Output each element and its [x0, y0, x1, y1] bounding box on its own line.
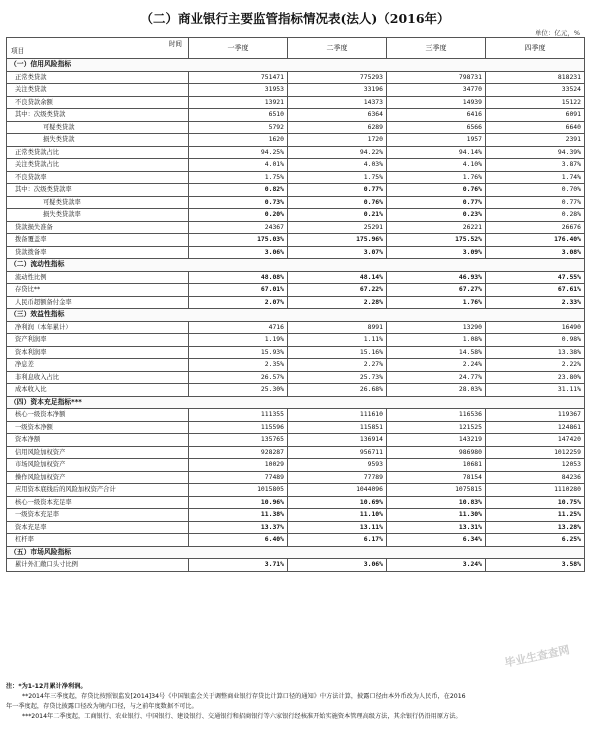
row-label: 核心一级资本净额: [7, 409, 189, 422]
table-row: [7, 96, 585, 109]
value-cell: 6.34%: [387, 534, 486, 547]
value-cell: 818231: [486, 71, 585, 84]
table-row: [7, 134, 585, 147]
table-row: [7, 521, 585, 534]
value-cell: 0.76%: [387, 184, 486, 197]
value-cell: 2.35%: [189, 359, 288, 372]
row-label: 不良贷款率: [7, 171, 189, 184]
value-cell: 25291: [288, 221, 387, 234]
value-cell: 111355: [189, 409, 288, 422]
table-row: [7, 446, 585, 459]
value-cell: 6640: [486, 121, 585, 134]
value-cell: 124861: [486, 421, 585, 434]
value-cell: 6.25%: [486, 534, 585, 547]
value-cell: 115851: [288, 421, 387, 434]
value-cell: 135765: [189, 434, 288, 447]
note-1: 注：*为1-12月累计净利润。: [6, 683, 87, 690]
row-label: 市场风险加权资产: [7, 459, 189, 472]
row-label: 核心一级资本充足率: [7, 496, 189, 509]
table-row: [7, 359, 585, 372]
value-cell: 115596: [189, 421, 288, 434]
value-cell: 67.61%: [486, 284, 585, 297]
value-cell: 6510: [189, 109, 288, 122]
value-cell: 2.07%: [189, 296, 288, 309]
value-cell: 10681: [387, 459, 486, 472]
row-label: 一级资本充足率: [7, 509, 189, 522]
table-row: [7, 184, 585, 197]
row-label: 其中：次级类贷款率: [7, 184, 189, 197]
value-cell: 15.93%: [189, 346, 288, 359]
value-cell: 111610: [288, 409, 387, 422]
table-row: [7, 121, 585, 134]
value-cell: 94.25%: [189, 146, 288, 159]
value-cell: 10029: [189, 459, 288, 472]
time-header: 时间: [168, 40, 182, 48]
row-label: 正常类贷款占比: [7, 146, 189, 159]
value-cell: 1.76%: [387, 296, 486, 309]
value-cell: 9593: [288, 459, 387, 472]
value-cell: 1620: [189, 134, 288, 147]
row-label: 关注类贷款占比: [7, 159, 189, 172]
table-row: [7, 534, 585, 547]
row-label: 信用风险加权资产: [7, 446, 189, 459]
value-cell: 0.20%: [189, 209, 288, 222]
value-cell: 24.77%: [387, 371, 486, 384]
value-cell: 1110280: [486, 484, 585, 497]
value-cell: 6.17%: [288, 534, 387, 547]
value-cell: 13290: [387, 321, 486, 334]
value-cell: 0.23%: [387, 209, 486, 222]
quarter-header: 一季度: [189, 38, 288, 59]
value-cell: 775293: [288, 71, 387, 84]
row-label: 损失类贷款: [7, 134, 189, 147]
table-row: [7, 421, 585, 434]
quarter-header: 二季度: [288, 38, 387, 59]
value-cell: 11.30%: [387, 509, 486, 522]
table-row: [7, 559, 585, 572]
row-label: 可疑类贷款: [7, 121, 189, 134]
row-label: 资本净额: [7, 434, 189, 447]
value-cell: 48.14%: [288, 271, 387, 284]
value-cell: 26.68%: [288, 384, 387, 397]
value-cell: 143219: [387, 434, 486, 447]
value-cell: 3.06%: [288, 559, 387, 572]
value-cell: 3.58%: [486, 559, 585, 572]
value-cell: 4716: [189, 321, 288, 334]
note-3: ***2014年二季度起，工商银行、农业银行、中国银行、建设银行、交通银行和招商银行等六家银行经核准开始实施资本管理高级方法，其余银行仍沿用原方法。: [22, 713, 462, 720]
value-cell: 2391: [486, 134, 585, 147]
value-cell: 0.82%: [189, 184, 288, 197]
table-row: [7, 484, 585, 497]
table-row: [7, 321, 585, 334]
value-cell: 26221: [387, 221, 486, 234]
value-cell: 176.40%: [486, 234, 585, 247]
value-cell: 2.24%: [387, 359, 486, 372]
value-cell: 2.22%: [486, 359, 585, 372]
row-label: 一级资本净额: [7, 421, 189, 434]
row-label: 杠杆率: [7, 534, 189, 547]
table-row: [7, 296, 585, 309]
table-row: [7, 384, 585, 397]
value-cell: 6091: [486, 109, 585, 122]
watermark: 毕业生查查网: [503, 643, 571, 670]
row-label: 流动性比例: [7, 271, 189, 284]
table-row: [7, 246, 585, 259]
table-row: [7, 209, 585, 222]
row-label: 不良贷款余额: [7, 96, 189, 109]
value-cell: 3.71%: [189, 559, 288, 572]
row-label: 成本收入比: [7, 384, 189, 397]
row-label: 操作风险加权资产: [7, 471, 189, 484]
value-cell: 10.96%: [189, 496, 288, 509]
item-header: 项目: [11, 47, 25, 55]
value-cell: 94.22%: [288, 146, 387, 159]
value-cell: 11.38%: [189, 509, 288, 522]
table-row: [7, 459, 585, 472]
value-cell: 798731: [387, 71, 486, 84]
row-label: 正常类贷款: [7, 71, 189, 84]
value-cell: 15122: [486, 96, 585, 109]
value-cell: 33524: [486, 84, 585, 97]
value-cell: 26.57%: [189, 371, 288, 384]
value-cell: 13.31%: [387, 521, 486, 534]
value-cell: 175.96%: [288, 234, 387, 247]
row-label: 资本利润率: [7, 346, 189, 359]
section-row: [7, 309, 585, 322]
value-cell: 1.76%: [387, 171, 486, 184]
value-cell: 67.01%: [189, 284, 288, 297]
row-label: 人民币超额备付金率: [7, 296, 189, 309]
section-label: （三）效益性指标: [7, 309, 585, 322]
value-cell: 928287: [189, 446, 288, 459]
value-cell: 6289: [288, 121, 387, 134]
table-row: [7, 234, 585, 247]
note-2b: 年一季度起，存贷比披露口径改为境内口径，与之前年度数据不可比。: [6, 703, 198, 710]
value-cell: 15.16%: [288, 346, 387, 359]
value-cell: 78154: [387, 471, 486, 484]
table-row: [7, 146, 585, 159]
table-row: [7, 509, 585, 522]
value-cell: 1044096: [288, 484, 387, 497]
value-cell: 0.21%: [288, 209, 387, 222]
value-cell: 94.14%: [387, 146, 486, 159]
value-cell: 6364: [288, 109, 387, 122]
value-cell: 28.03%: [387, 384, 486, 397]
unit-label: 单位：亿元，%: [534, 29, 580, 37]
value-cell: 4.10%: [387, 159, 486, 172]
value-cell: 8991: [288, 321, 387, 334]
value-cell: 6566: [387, 121, 486, 134]
table-row: [7, 84, 585, 97]
value-cell: 986980: [387, 446, 486, 459]
value-cell: 3.87%: [486, 159, 585, 172]
row-label: 净息差: [7, 359, 189, 372]
value-cell: 1075815: [387, 484, 486, 497]
value-cell: 11.10%: [288, 509, 387, 522]
value-cell: 0.77%: [486, 196, 585, 209]
value-cell: 136914: [288, 434, 387, 447]
value-cell: 4.01%: [189, 159, 288, 172]
table-row: [7, 371, 585, 384]
table-row: [7, 196, 585, 209]
value-cell: 13.37%: [189, 521, 288, 534]
row-label: 资产利润率: [7, 334, 189, 347]
row-label: 非利息收入占比: [7, 371, 189, 384]
table-row: [7, 221, 585, 234]
value-cell: 34770: [387, 84, 486, 97]
value-cell: 2.28%: [288, 296, 387, 309]
row-label: 拨备覆盖率: [7, 234, 189, 247]
row-label: 可疑类贷款率: [7, 196, 189, 209]
value-cell: 10.69%: [288, 496, 387, 509]
value-cell: 13.11%: [288, 521, 387, 534]
value-cell: 67.22%: [288, 284, 387, 297]
value-cell: 1012259: [486, 446, 585, 459]
quarter-header: 三季度: [387, 38, 486, 59]
value-cell: 0.77%: [288, 184, 387, 197]
value-cell: 31953: [189, 84, 288, 97]
value-cell: 77489: [189, 471, 288, 484]
row-label: 其中：次级类贷款: [7, 109, 189, 122]
value-cell: 1720: [288, 134, 387, 147]
section-label: （五）市场风险指标: [7, 546, 585, 559]
value-cell: 24367: [189, 221, 288, 234]
value-cell: 5792: [189, 121, 288, 134]
value-cell: 3.08%: [486, 246, 585, 259]
value-cell: 46.93%: [387, 271, 486, 284]
value-cell: 13921: [189, 96, 288, 109]
value-cell: 3.24%: [387, 559, 486, 572]
value-cell: 23.80%: [486, 371, 585, 384]
table-row: [7, 159, 585, 172]
row-label: 损失类贷款率: [7, 209, 189, 222]
table-row: [7, 496, 585, 509]
value-cell: 1.75%: [189, 171, 288, 184]
section-label: （四）资本充足指标***: [7, 396, 585, 409]
value-cell: 956711: [288, 446, 387, 459]
notes: [6, 682, 584, 722]
value-cell: 3.07%: [288, 246, 387, 259]
value-cell: 0.70%: [486, 184, 585, 197]
value-cell: 1.75%: [288, 171, 387, 184]
value-cell: 3.09%: [387, 246, 486, 259]
table-row: [7, 171, 585, 184]
table-row: [7, 271, 585, 284]
value-cell: 1.19%: [189, 334, 288, 347]
value-cell: 1.08%: [387, 334, 486, 347]
quarter-header: 四季度: [486, 38, 585, 59]
table-row: [7, 71, 585, 84]
note-2a: **2014年三季度起，存贷比按照银监发[2014]34号《中国银监会关于调整商业银行存贷比计算口径的通知》中方法计算，披露口径由本外币改为人民币，在2016: [22, 693, 466, 700]
value-cell: 47.55%: [486, 271, 585, 284]
value-cell: 2.33%: [486, 296, 585, 309]
value-cell: 3.06%: [189, 246, 288, 259]
value-cell: 0.28%: [486, 209, 585, 222]
value-cell: 121525: [387, 421, 486, 434]
table-row: [7, 434, 585, 447]
row-label: 贷款拨备率: [7, 246, 189, 259]
value-cell: 67.27%: [387, 284, 486, 297]
value-cell: 31.11%: [486, 384, 585, 397]
value-cell: 13.38%: [486, 346, 585, 359]
table-row: [7, 471, 585, 484]
section-row: [7, 259, 585, 272]
row-label: 资本充足率: [7, 521, 189, 534]
table-row: [7, 409, 585, 422]
value-cell: 25.73%: [288, 371, 387, 384]
value-cell: 6.40%: [189, 534, 288, 547]
row-label: 净利润（本年累计）: [7, 321, 189, 334]
value-cell: 11.25%: [486, 509, 585, 522]
row-label: 应用资本底线后的风险加权资产合计: [7, 484, 189, 497]
value-cell: 25.30%: [189, 384, 288, 397]
header-row: [7, 38, 585, 59]
value-cell: 12053: [486, 459, 585, 472]
value-cell: 1.74%: [486, 171, 585, 184]
page-title: （二）商业银行主要监管指标情况表(法人)（2016年）: [140, 11, 450, 26]
value-cell: 1.11%: [288, 334, 387, 347]
row-label: 关注类贷款: [7, 84, 189, 97]
value-cell: 10.83%: [387, 496, 486, 509]
indicator-table: [6, 37, 585, 572]
time-item-header: [7, 38, 189, 59]
value-cell: 77789: [288, 471, 387, 484]
table-row: [7, 334, 585, 347]
value-cell: 0.76%: [288, 196, 387, 209]
section-row: [7, 59, 585, 72]
value-cell: 33196: [288, 84, 387, 97]
table-row: [7, 284, 585, 297]
value-cell: 1957: [387, 134, 486, 147]
value-cell: 175.03%: [189, 234, 288, 247]
value-cell: 119367: [486, 409, 585, 422]
value-cell: 1015805: [189, 484, 288, 497]
value-cell: 14939: [387, 96, 486, 109]
section-label: （二）流动性指标: [7, 259, 585, 272]
value-cell: 2.27%: [288, 359, 387, 372]
row-label: 累计外汇敞口头寸比例: [7, 559, 189, 572]
value-cell: 116536: [387, 409, 486, 422]
value-cell: 14373: [288, 96, 387, 109]
row-label: 存贷比**: [7, 284, 189, 297]
value-cell: 175.52%: [387, 234, 486, 247]
value-cell: 14.58%: [387, 346, 486, 359]
value-cell: 0.77%: [387, 196, 486, 209]
value-cell: 0.73%: [189, 196, 288, 209]
table-row: [7, 109, 585, 122]
value-cell: 751471: [189, 71, 288, 84]
value-cell: 84236: [486, 471, 585, 484]
value-cell: 0.98%: [486, 334, 585, 347]
value-cell: 16490: [486, 321, 585, 334]
value-cell: 4.03%: [288, 159, 387, 172]
section-row: [7, 546, 585, 559]
value-cell: 6416: [387, 109, 486, 122]
row-label: 贷款损失准备: [7, 221, 189, 234]
section-label: （一）信用风险指标: [7, 59, 585, 72]
value-cell: 26676: [486, 221, 585, 234]
section-row: [7, 396, 585, 409]
value-cell: 94.39%: [486, 146, 585, 159]
table-row: [7, 346, 585, 359]
value-cell: 147420: [486, 434, 585, 447]
value-cell: 10.75%: [486, 496, 585, 509]
value-cell: 48.08%: [189, 271, 288, 284]
value-cell: 13.28%: [486, 521, 585, 534]
